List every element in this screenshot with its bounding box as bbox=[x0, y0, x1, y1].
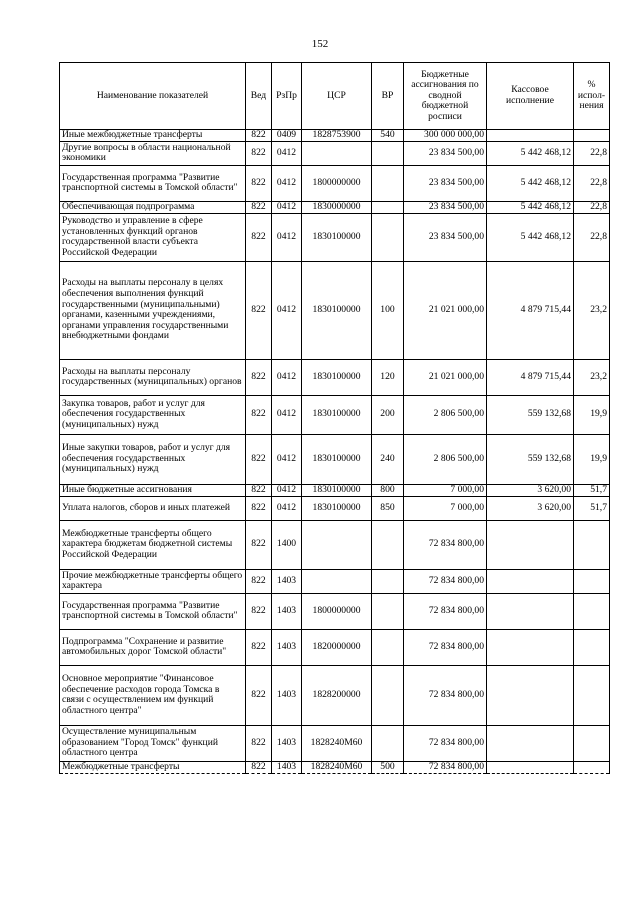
table-row bbox=[60, 593, 610, 629]
cell-planned: 21 021 000,00 bbox=[404, 261, 487, 359]
cell-rzpr: 0412 bbox=[272, 165, 302, 201]
cell-name: Иные бюджетные ассигнования bbox=[60, 484, 246, 496]
cell-planned: 72 834 800,00 bbox=[404, 629, 487, 665]
cell-planned: 72 834 800,00 bbox=[404, 761, 487, 773]
table-row bbox=[60, 665, 610, 725]
cell-name: Межбюджетные трансферты общего характера бюджетам бюджетной системы Российской Федерации bbox=[60, 520, 246, 569]
cell-rzpr: 0412 bbox=[272, 484, 302, 496]
cell-ved: 822 bbox=[246, 359, 272, 395]
cell-executed bbox=[487, 569, 574, 593]
cell-csr: 1800000000 bbox=[302, 165, 372, 201]
cell-executed: 5 442 468,12 bbox=[487, 201, 574, 213]
table-body bbox=[60, 130, 610, 774]
cell-percent: 19,9 bbox=[574, 434, 610, 484]
cell-percent bbox=[574, 130, 610, 142]
cell-percent: 23,2 bbox=[574, 261, 610, 359]
cell-name: Иные межбюджетные трансферты bbox=[60, 130, 246, 142]
cell-executed bbox=[487, 761, 574, 773]
cell-planned: 72 834 800,00 bbox=[404, 520, 487, 569]
cell-csr: 1828240М60 bbox=[302, 761, 372, 773]
cell-planned: 23 834 500,00 bbox=[404, 213, 487, 261]
cell-csr bbox=[302, 520, 372, 569]
cell-ved: 822 bbox=[246, 520, 272, 569]
cell-name: Подпрограмма "Сохранение и развитие автомобильных дорог Томской области" bbox=[60, 629, 246, 665]
header-vr: ВР bbox=[372, 63, 404, 130]
cell-executed: 5 442 468,12 bbox=[487, 165, 574, 201]
cell-ved: 822 bbox=[246, 213, 272, 261]
cell-rzpr: 0412 bbox=[272, 395, 302, 434]
cell-planned: 7 000,00 bbox=[404, 484, 487, 496]
cell-vr bbox=[372, 725, 404, 761]
cell-vr: 500 bbox=[372, 761, 404, 773]
cell-ved: 822 bbox=[246, 569, 272, 593]
cell-planned: 2 806 500,00 bbox=[404, 395, 487, 434]
table-row bbox=[60, 434, 610, 484]
cell-name: Расходы на выплаты персоналу государственных (муниципальных) органов bbox=[60, 359, 246, 395]
header-name: Наименование показателей bbox=[60, 63, 246, 130]
cell-csr: 1820000000 bbox=[302, 629, 372, 665]
cell-rzpr: 0412 bbox=[272, 213, 302, 261]
cell-rzpr: 1400 bbox=[272, 520, 302, 569]
budget-table bbox=[59, 62, 610, 774]
cell-ved: 822 bbox=[246, 629, 272, 665]
cell-csr: 1830100000 bbox=[302, 484, 372, 496]
cell-vr bbox=[372, 141, 404, 165]
table-row bbox=[60, 213, 610, 261]
cell-ved: 822 bbox=[246, 130, 272, 142]
cell-executed bbox=[487, 665, 574, 725]
cell-vr bbox=[372, 665, 404, 725]
cell-rzpr: 1403 bbox=[272, 761, 302, 773]
cell-vr bbox=[372, 165, 404, 201]
table-row bbox=[60, 484, 610, 496]
cell-vr bbox=[372, 593, 404, 629]
cell-planned: 23 834 500,00 bbox=[404, 141, 487, 165]
cell-percent bbox=[574, 520, 610, 569]
cell-vr: 850 bbox=[372, 496, 404, 520]
cell-percent: 51,7 bbox=[574, 484, 610, 496]
cell-executed bbox=[487, 520, 574, 569]
table-row bbox=[60, 395, 610, 434]
cell-planned: 72 834 800,00 bbox=[404, 665, 487, 725]
cell-planned: 72 834 800,00 bbox=[404, 569, 487, 593]
cell-rzpr: 0412 bbox=[272, 496, 302, 520]
cell-percent: 22,8 bbox=[574, 141, 610, 165]
cell-csr: 1828200000 bbox=[302, 665, 372, 725]
cell-csr: 1828753900 bbox=[302, 130, 372, 142]
cell-rzpr: 0409 bbox=[272, 130, 302, 142]
cell-planned: 72 834 800,00 bbox=[404, 725, 487, 761]
cell-name: Иные закупки товаров, работ и услуг для обеспечения государственных (муниципальных) нужд bbox=[60, 434, 246, 484]
cell-ved: 822 bbox=[246, 725, 272, 761]
cell-rzpr: 1403 bbox=[272, 665, 302, 725]
cell-csr: 1830100000 bbox=[302, 395, 372, 434]
cell-executed: 3 620,00 bbox=[487, 484, 574, 496]
cell-rzpr: 0412 bbox=[272, 201, 302, 213]
cell-name: Государственная программа "Развитие транспортной системы в Томской области" bbox=[60, 165, 246, 201]
cell-vr: 100 bbox=[372, 261, 404, 359]
cell-ved: 822 bbox=[246, 201, 272, 213]
cell-vr bbox=[372, 201, 404, 213]
cell-csr bbox=[302, 141, 372, 165]
cell-csr: 1830100000 bbox=[302, 434, 372, 484]
cell-planned: 23 834 500,00 bbox=[404, 165, 487, 201]
header-percent: % испол-нения bbox=[574, 63, 610, 130]
table-row bbox=[60, 520, 610, 569]
cell-executed: 3 620,00 bbox=[487, 496, 574, 520]
cell-percent: 22,8 bbox=[574, 165, 610, 201]
cell-percent bbox=[574, 593, 610, 629]
cell-planned: 72 834 800,00 bbox=[404, 593, 487, 629]
cell-ved: 822 bbox=[246, 261, 272, 359]
cell-csr: 1800000000 bbox=[302, 593, 372, 629]
table-row bbox=[60, 359, 610, 395]
table-row bbox=[60, 130, 610, 142]
cell-name: Обеспечивающая подпрограмма bbox=[60, 201, 246, 213]
cell-rzpr: 0412 bbox=[272, 434, 302, 484]
cell-csr bbox=[302, 569, 372, 593]
table-row bbox=[60, 629, 610, 665]
table-row bbox=[60, 761, 610, 773]
cell-ved: 822 bbox=[246, 484, 272, 496]
cell-name: Другие вопросы в области национальной экономики bbox=[60, 141, 246, 165]
cell-ved: 822 bbox=[246, 395, 272, 434]
cell-percent: 22,8 bbox=[574, 213, 610, 261]
cell-executed: 4 879 715,44 bbox=[487, 261, 574, 359]
cell-percent bbox=[574, 725, 610, 761]
table-row bbox=[60, 261, 610, 359]
cell-percent bbox=[574, 629, 610, 665]
cell-vr: 240 bbox=[372, 434, 404, 484]
cell-rzpr: 1403 bbox=[272, 569, 302, 593]
cell-ved: 822 bbox=[246, 141, 272, 165]
cell-rzpr: 0412 bbox=[272, 261, 302, 359]
header-rzpr: РзПр bbox=[272, 63, 302, 130]
cell-ved: 822 bbox=[246, 434, 272, 484]
header-ved: Вед bbox=[246, 63, 272, 130]
cell-ved: 822 bbox=[246, 665, 272, 725]
table-row bbox=[60, 569, 610, 593]
cell-vr bbox=[372, 569, 404, 593]
cell-vr bbox=[372, 629, 404, 665]
header-executed: Кассовое исполнение bbox=[487, 63, 574, 130]
table-row bbox=[60, 496, 610, 520]
cell-percent: 23,2 bbox=[574, 359, 610, 395]
cell-percent: 22,8 bbox=[574, 201, 610, 213]
table-row bbox=[60, 165, 610, 201]
cell-csr: 1830100000 bbox=[302, 261, 372, 359]
table-row bbox=[60, 725, 610, 761]
cell-ved: 822 bbox=[246, 593, 272, 629]
table-header-row bbox=[60, 63, 610, 130]
cell-planned: 21 021 000,00 bbox=[404, 359, 487, 395]
cell-percent: 51,7 bbox=[574, 496, 610, 520]
cell-csr: 1830100000 bbox=[302, 496, 372, 520]
cell-vr: 200 bbox=[372, 395, 404, 434]
cell-executed bbox=[487, 725, 574, 761]
cell-csr: 1830100000 bbox=[302, 213, 372, 261]
cell-rzpr: 1403 bbox=[272, 725, 302, 761]
cell-ved: 822 bbox=[246, 165, 272, 201]
cell-percent bbox=[574, 665, 610, 725]
cell-percent bbox=[574, 761, 610, 773]
cell-executed: 559 132,68 bbox=[487, 395, 574, 434]
cell-name: Расходы на выплаты персоналу в целях обеспечения выполнения функций государственными (муниципальными) органами, казенными учреждениями, органами управления государственными внебюджетными фондами bbox=[60, 261, 246, 359]
cell-planned: 2 806 500,00 bbox=[404, 434, 487, 484]
cell-planned: 300 000 000,00 bbox=[404, 130, 487, 142]
cell-executed bbox=[487, 629, 574, 665]
cell-percent: 19,9 bbox=[574, 395, 610, 434]
cell-name: Государственная программа "Развитие транспортной системы в Томской области" bbox=[60, 593, 246, 629]
cell-vr bbox=[372, 213, 404, 261]
table-row bbox=[60, 201, 610, 213]
header-planned: Бюджетные ассигнования по сводной бюджетной росписи bbox=[404, 63, 487, 130]
cell-percent bbox=[574, 569, 610, 593]
cell-vr: 800 bbox=[372, 484, 404, 496]
cell-name: Основное мероприятие "Финансовое обеспечение расходов города Томска в связи с осуществлением им функций областного центра" bbox=[60, 665, 246, 725]
cell-rzpr: 0412 bbox=[272, 359, 302, 395]
cell-executed: 559 132,68 bbox=[487, 434, 574, 484]
cell-csr: 1830000000 bbox=[302, 201, 372, 213]
cell-ved: 822 bbox=[246, 496, 272, 520]
cell-name: Осуществление муниципальным образованием "Город Томск" функций областного центра bbox=[60, 725, 246, 761]
cell-executed bbox=[487, 130, 574, 142]
cell-name: Руководство и управление в сфере установленных функций органов государственной власти субъекта Российской Федерации bbox=[60, 213, 246, 261]
cell-name: Прочие межбюджетные трансферты общего характера bbox=[60, 569, 246, 593]
cell-planned: 23 834 500,00 bbox=[404, 201, 487, 213]
page-number: 152 bbox=[311, 38, 329, 50]
cell-rzpr: 1403 bbox=[272, 629, 302, 665]
cell-vr: 120 bbox=[372, 359, 404, 395]
header-csr: ЦСР bbox=[302, 63, 372, 130]
cell-name: Закупка товаров, работ и услуг для обеспечения государственных (муниципальных) нужд bbox=[60, 395, 246, 434]
cell-executed bbox=[487, 593, 574, 629]
cell-name: Межбюджетные трансферты bbox=[60, 761, 246, 773]
cell-ved: 822 bbox=[246, 761, 272, 773]
cell-vr: 540 bbox=[372, 130, 404, 142]
cell-executed: 5 442 468,12 bbox=[487, 213, 574, 261]
table-row bbox=[60, 141, 610, 165]
cell-rzpr: 0412 bbox=[272, 141, 302, 165]
cell-planned: 7 000,00 bbox=[404, 496, 487, 520]
cell-name: Уплата налогов, сборов и иных платежей bbox=[60, 496, 246, 520]
cell-executed: 5 442 468,12 bbox=[487, 141, 574, 165]
cell-csr: 1828240М60 bbox=[302, 725, 372, 761]
cell-rzpr: 1403 bbox=[272, 593, 302, 629]
cell-csr: 1830100000 bbox=[302, 359, 372, 395]
cell-executed: 4 879 715,44 bbox=[487, 359, 574, 395]
cell-vr bbox=[372, 520, 404, 569]
